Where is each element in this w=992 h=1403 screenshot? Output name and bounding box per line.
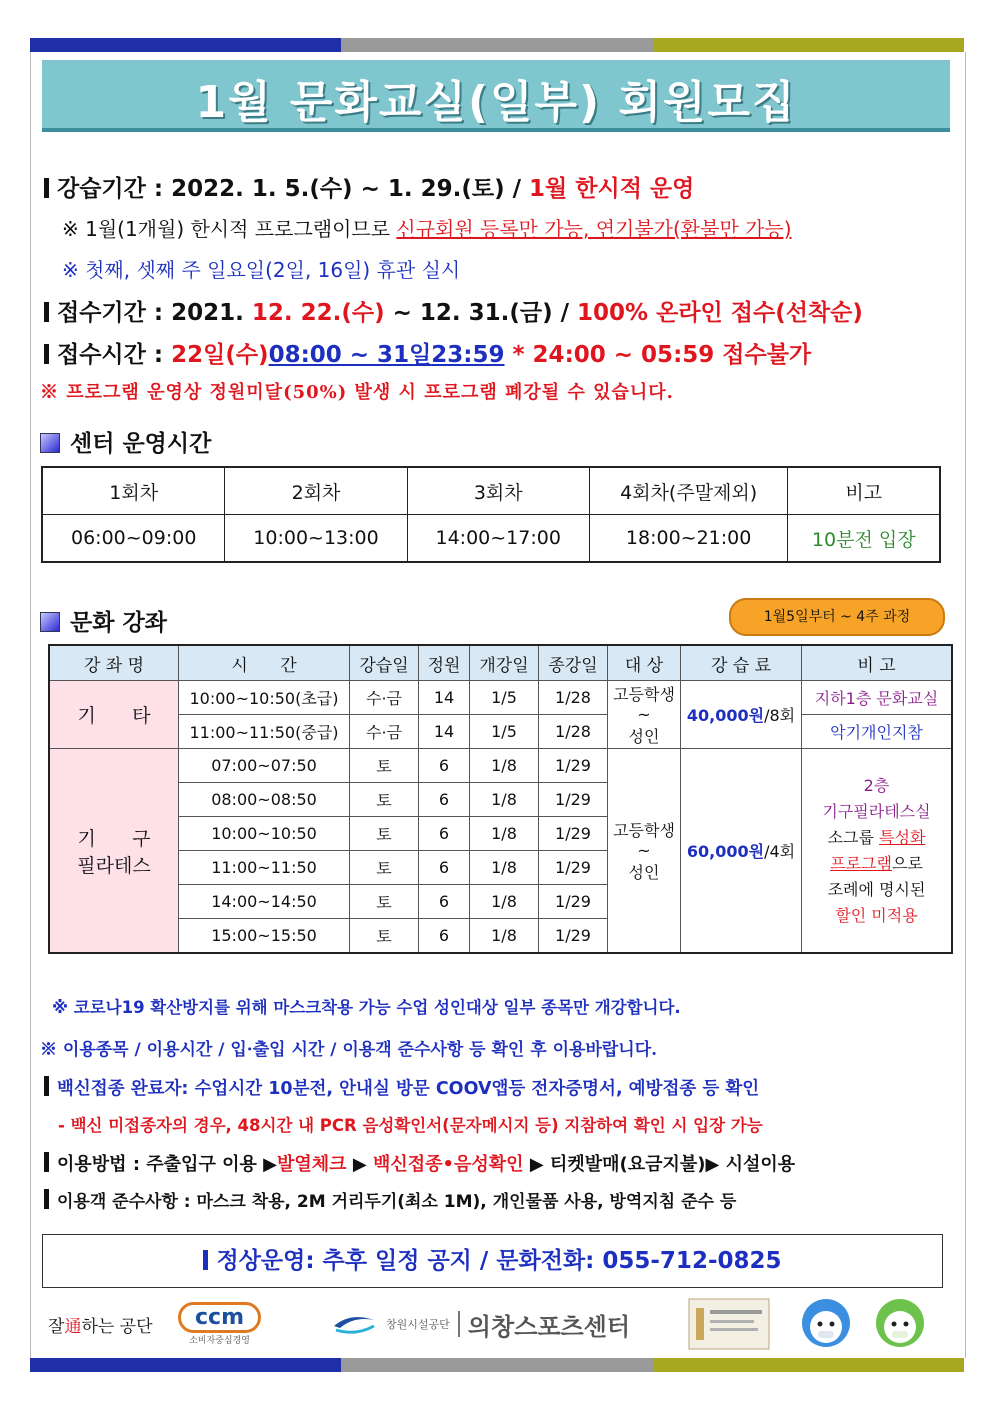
table-row: 11:00~11:50(중급) 수·금 14 1/5 1/28 악기개인지참 — [49, 715, 952, 749]
guitar-fee: 40,000원/8회 — [681, 681, 802, 749]
program-header: 정원 — [419, 645, 470, 681]
hours-header: 비고 — [788, 467, 940, 515]
hours-value: 18:00~21:00 — [589, 515, 788, 563]
ccm-logo: ccm 소비자중심경영 — [178, 1296, 261, 1352]
table-row: 기 구 필라테스 07:00~07:50 토 6 1/8 1/29 고등학생 ~ 성인 60,000원/4회 2층 기구필라테스실 소그룹 특성화 프로그램으로 조례에 명시된 할인 미적용 — [49, 749, 952, 783]
pilates-fee: 60,000원/4회 — [681, 749, 802, 954]
guitar-target: 고등학생 ~ 성인 — [608, 681, 681, 749]
program-header: 대 상 — [608, 645, 681, 681]
usage-method-line: 이용방법 : 주출입구 이용 ▶발열체크 ▶ 백신접종•음성확인 ▶ 티켓발매(요금지불)▶ 시설이용 — [44, 1150, 795, 1176]
table-row: 11:00~11:50 토 6 1/8 1/29 — [49, 851, 952, 885]
hours-value: 06:00~09:00 — [42, 515, 225, 563]
section-square-icon — [40, 612, 60, 632]
title-banner — [42, 60, 950, 132]
bullet-bar — [44, 178, 49, 198]
program-header: 개강일 — [470, 645, 539, 681]
hours-note: 10분전 입장 — [788, 515, 940, 563]
guitar-name: 기 타 — [49, 681, 179, 749]
bullet-bar — [44, 1152, 49, 1172]
note-one: ※ 1월(1개월) 한시적 프로그램이므로 신규회원 등록만 가능, 연기불가(환불만 가능) — [62, 217, 792, 241]
hours-header: 3회차 — [407, 467, 589, 515]
pilates-target: 고등학생 ~ 성인 — [608, 749, 681, 954]
usage-note: ※ 이용종목 / 이용시간 / 입·출입 시간 / 이용객 준수사항 등 확인 후 이용바랍니다. — [40, 1040, 658, 1060]
corp-swoosh-icon — [330, 1312, 378, 1336]
guitar-note-instrument: 악기개인지참 — [802, 715, 953, 749]
bullet-bar — [203, 1250, 208, 1270]
reception-period-line: 접수기간 : 2021. 12. 22.(수) ~ 12. 31.(금) / 100% 온라인 접수(선착순) — [44, 294, 863, 327]
covid-note: ※ 코로나19 확산방지를 위해 마스크착용 가능 수업 성인대상 일부 종목만 개강합니다. — [52, 998, 681, 1017]
program-header: 시 간 — [179, 645, 350, 681]
program-header: 강 좌 명 — [49, 645, 179, 681]
contact-box: 정상운영: 추후 일정 공지 / 문화전화: 055-712-0825 — [42, 1234, 943, 1288]
program-header: 강습일 — [350, 645, 419, 681]
hours-value: 10:00~13:00 — [225, 515, 407, 563]
closure-warning: ※ 프로그램 운영상 정원미달(50%) 발생 시 프로그램 폐강될 수 있습니다. — [40, 382, 674, 403]
vaccine-line: 백신접종 완료자: 수업시간 10분전, 안내실 방문 COOV앱등 전자증명서, 예방접종 등 확인 — [44, 1075, 759, 1100]
corp-logo: 창원시설공단 의창스포츠센터 — [330, 1296, 630, 1352]
section-square-icon — [40, 433, 60, 453]
hours-header: 2회차 — [225, 467, 407, 515]
table-row: 기 타 10:00~10:50(초급) 수·금 14 1/5 1/28 고등학생 ~ 성인 40,000원/8회 지하1층 문화교실 — [49, 681, 952, 715]
period-line: 강습기간 : 2022. 1. 5.(수) ~ 1. 29.(토) / 1월 한시적 운영 — [44, 170, 694, 203]
certificate-icon — [688, 1298, 770, 1350]
program-header: 종강일 — [539, 645, 608, 681]
reception-time-line: 접수시간 : 22일(수)08:00 ~ 31일23:59 * 24:00 ~ 05:59 접수불가 — [44, 336, 811, 369]
bullet-bar — [44, 344, 49, 364]
table-row: 10:00~10:50 토 6 1/8 1/29 — [49, 817, 952, 851]
program-header: 비 고 — [802, 645, 953, 681]
course-duration-badge: 1월5일부터 ~ 4주 과정 — [729, 598, 945, 636]
culture-section-title: 문화 강좌 — [40, 604, 167, 637]
hours-header: 4회차(주말제외) — [589, 467, 788, 515]
certification-emblem — [688, 1296, 770, 1352]
period-highlight: 1월 한시적 운영 — [529, 176, 695, 202]
mascot-icon — [788, 1295, 938, 1353]
note-two: ※ 첫째, 셋째 주 일요일(2일, 16일) 휴관 실시 — [62, 258, 461, 282]
guitar-note-location: 지하1층 문화교실 — [802, 681, 953, 715]
hours-table — [41, 466, 941, 563]
top-color-bar — [30, 38, 964, 52]
bottom-color-bar — [30, 1358, 964, 1372]
pilates-name: 기 구 필라테스 — [49, 749, 179, 954]
mascots — [788, 1296, 938, 1352]
pilates-note: 2층 기구필라테스실 소그룹 특성화 프로그램으로 조례에 명시된 할인 미적용 — [802, 749, 953, 954]
rules-line: 이용객 준수사항 : 마스크 착용, 2M 거리두기(최소 1M), 개인물품 사용, 방역지침 준수 등 — [44, 1187, 736, 1212]
bullet-bar — [44, 302, 49, 322]
bullet-bar — [44, 1076, 49, 1096]
hours-value: 14:00~17:00 — [407, 515, 589, 563]
bullet-bar — [44, 1189, 49, 1209]
program-table — [48, 644, 953, 954]
hours-header: 1회차 — [42, 467, 225, 515]
slogan: 잘 通 하는 공단 — [48, 1316, 153, 1337]
table-row: 15:00~15:50 토 6 1/8 1/29 — [49, 919, 952, 954]
page-title: 1월 문화교실(일부) 회원모집 — [195, 77, 797, 128]
hours-section-title: 센터 운영시간 — [40, 425, 211, 458]
note-one-highlight: 신규회원 등록만 가능, 연기불가(환불만 가능) — [396, 217, 792, 241]
table-row: 14:00~14:50 토 6 1/8 1/29 — [49, 885, 952, 919]
unvaccinated-line: - 백신 미접종자의 경우, 48시간 내 PCR 음성확인서(문자메시지 등) 지참하여 확인 시 입장 가능 — [58, 1116, 763, 1135]
program-header: 강 습 료 — [681, 645, 802, 681]
table-row: 08:00~08:50 토 6 1/8 1/29 — [49, 783, 952, 817]
